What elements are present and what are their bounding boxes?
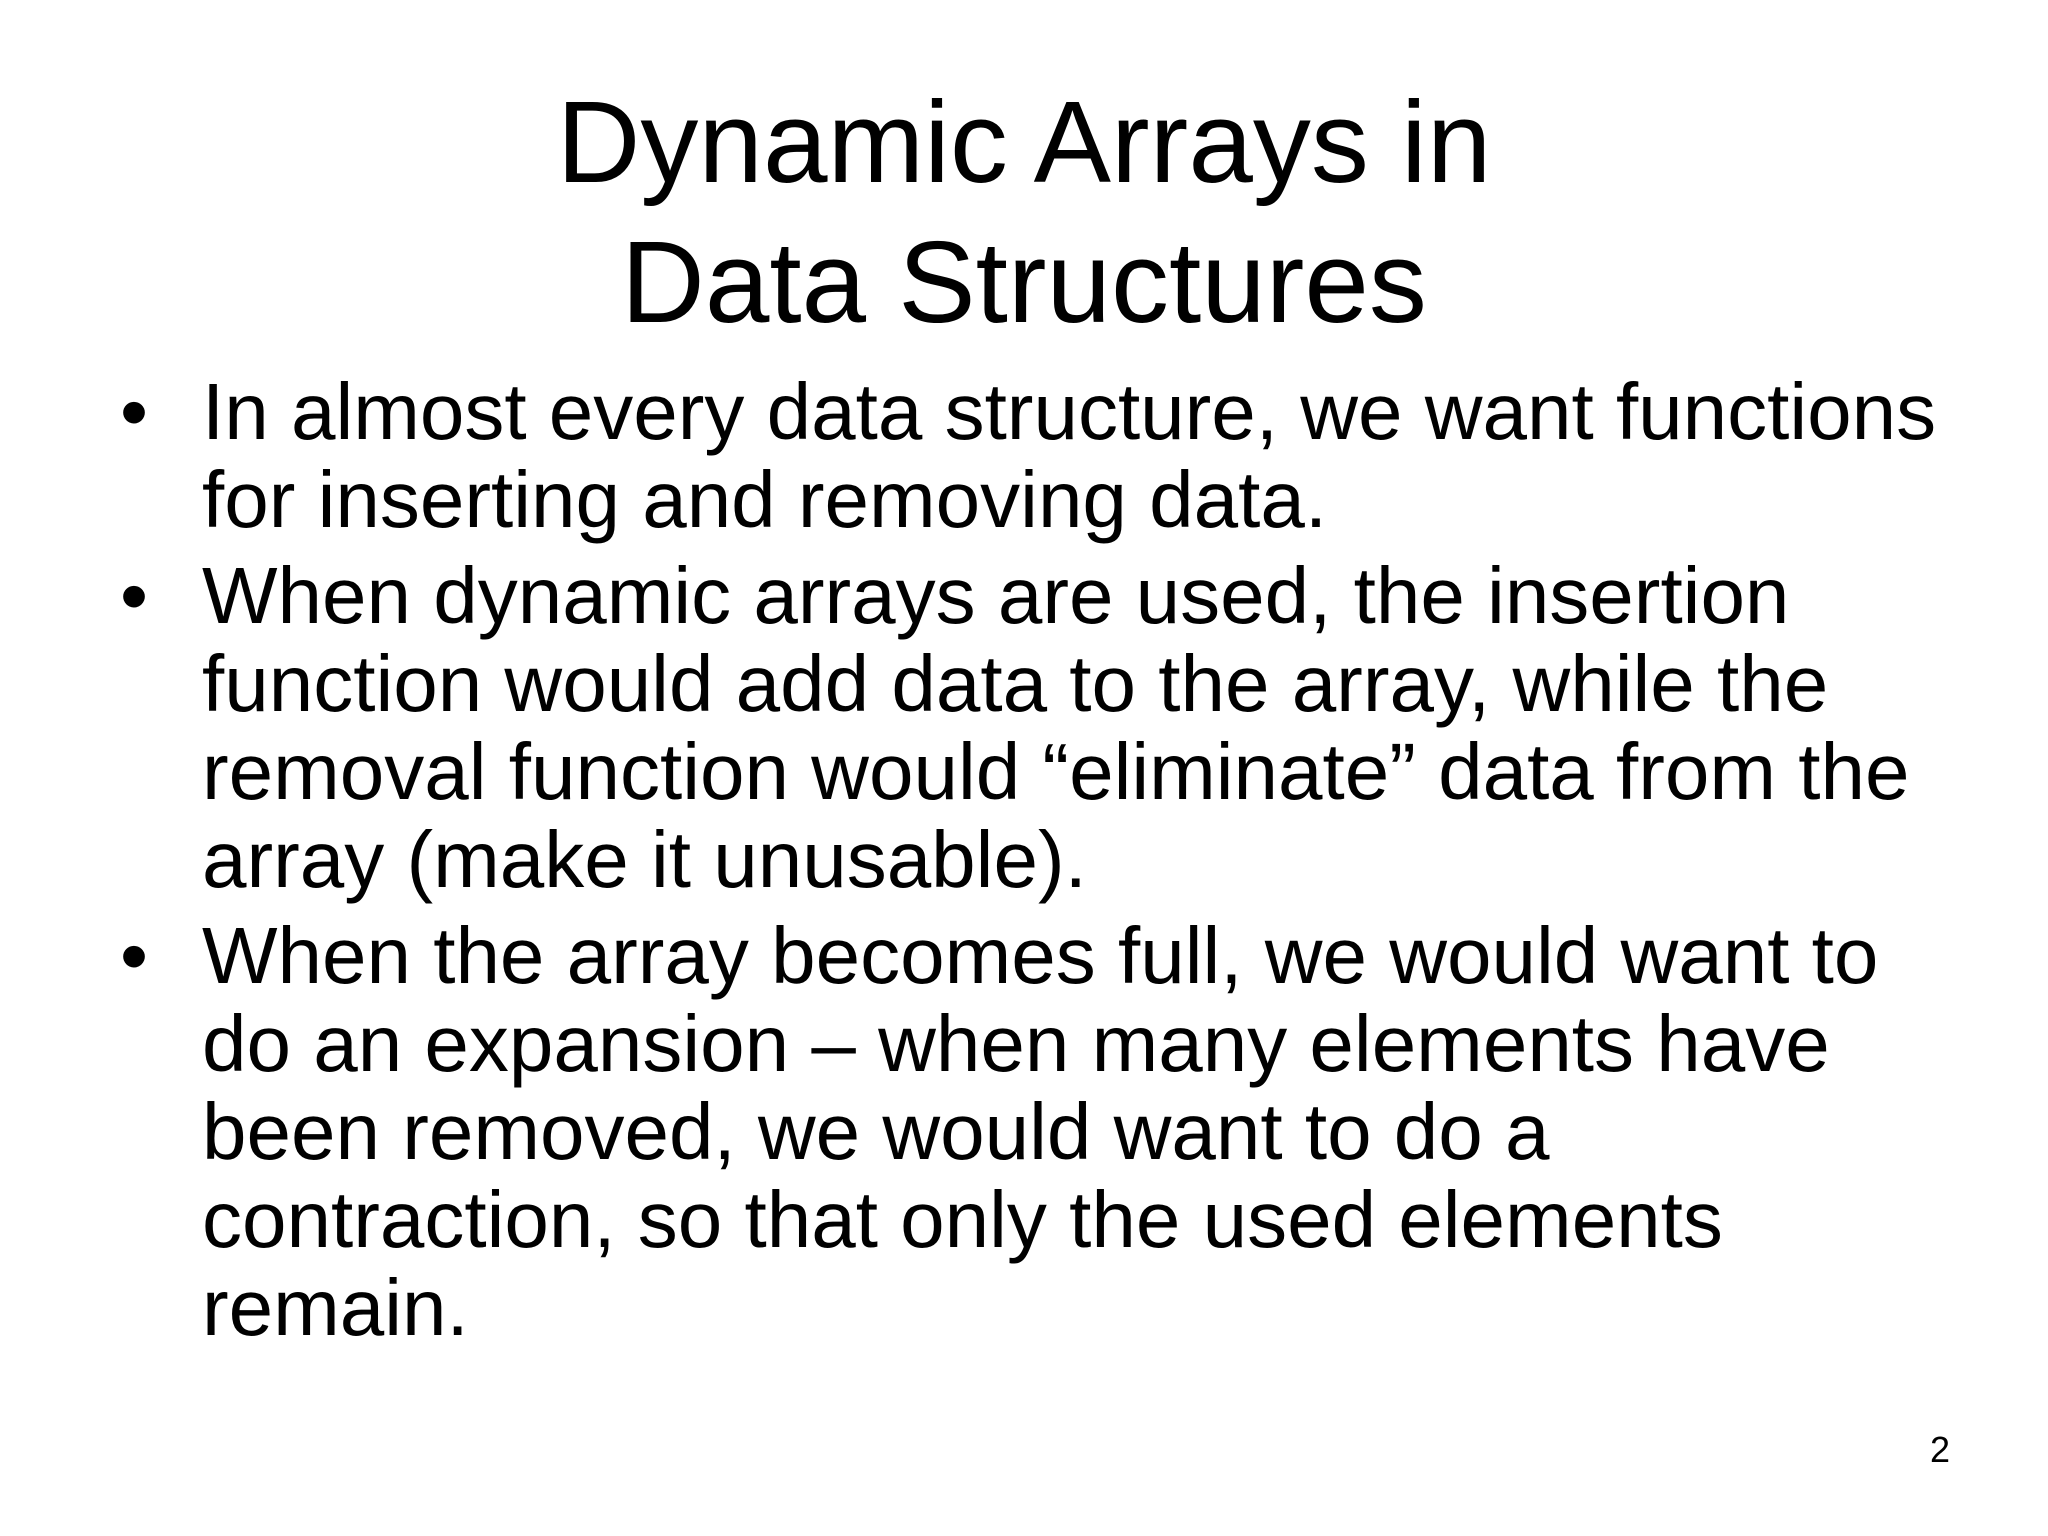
bullet-marker: • xyxy=(120,367,149,456)
bullet-item xyxy=(120,368,1980,544)
bullet-text: When the array becomes full, we would want to do an expansion – when many elements have been removed, we would want to do a contraction, so that only the used elements remain. xyxy=(202,911,1879,1352)
slide-title-line-1: Dynamic Arrays in xyxy=(556,77,1492,207)
bullet-item xyxy=(120,912,1980,1352)
bullet-item xyxy=(120,552,1980,904)
bullet-list xyxy=(120,368,1980,1360)
bullet-marker: • xyxy=(120,911,149,1000)
bullet-text: When dynamic arrays are used, the insertion function would add data to the array, while the removal function would “eliminate” data from the array (make it unusable). xyxy=(202,551,1910,904)
slide-title-line-2: Data Structures xyxy=(621,217,1427,347)
slide-title xyxy=(0,72,2048,352)
bullet-marker: • xyxy=(120,551,149,640)
bullet-text: In almost every data structure, we want functions for inserting and removing data. xyxy=(202,367,1937,544)
page-number: 2 xyxy=(1929,1429,1950,1470)
